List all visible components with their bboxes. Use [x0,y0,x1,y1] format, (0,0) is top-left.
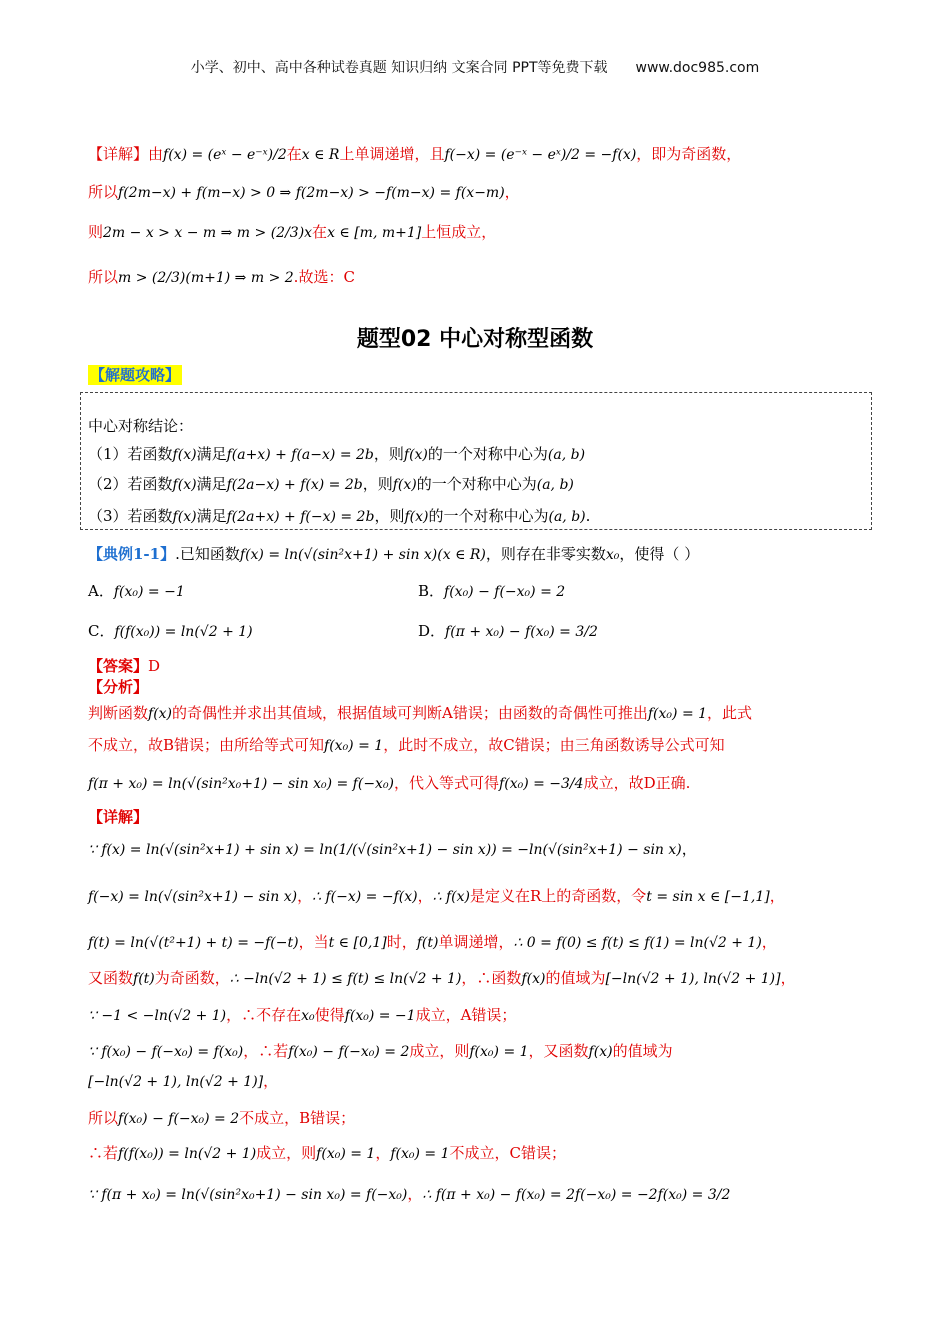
answer-tag: 【答案】 [88,657,149,675]
detail-line-1: ∵ f(x) = ln(√(sin²x+1) + sin x) = ln(1/(√(sin²x+1) − sin x)) = −ln(√(sin²x+1) − sin x)， [88,840,697,858]
strategy-heading: 中心对称结论： [88,417,194,435]
header-text: 小学、初中、高中各种试卷真题 知识归纳 文案合同 PPT等免费下载 [190,60,608,76]
answer-line [88,655,160,677]
answer-value: D [148,657,161,675]
section-title: 题型02 中心对称型函数 [356,327,594,352]
detail-line-3: f(t) = ln(√(t²+1) + t) = −f(−t)，当t ∈ [0,1]时，f(t)单调递增，∴ 0 = f(0) ≤ f(t) ≤ f(1) = ln(√2 + 1)， [88,933,777,951]
prev-detail-line-1: 【详解】由f(x) = (eˣ − e⁻ˣ)/2在x ∈ R上单调递增，且f(−x) = (e⁻ˣ − eˣ)/2 = −f(x)，即为奇函数， [88,145,742,163]
header-url[interactable]: www.doc985.com [635,60,760,76]
detail-line-9: ∴若f(f(x₀)) = ln(√2 + 1)成立，则f(x₀) = 1，f(x₀) = 1不成立，C错误； [88,1144,566,1162]
analysis-tag: 【分析】 [88,678,149,696]
option-b: B．f(x₀) − f(−x₀) = 2 [418,582,566,600]
detail-line-7: [−ln(√2 + 1), ln(√2 + 1)]， [88,1072,279,1090]
prev-detail-line-2: 所以f(2m−x) + f(m−x) > 0 ⇒ f(2m−x) > −f(m−x) = f(x−m)， [88,183,520,201]
strategy-item-2: （2）若函数f(x)满足f(2a−x) + f(x) = 2b，则f(x)的一个对称中心为(a, b) [88,475,574,493]
detail-line-10: ∵ f(π + x₀) = ln(√(sin²x₀+1) − sin x₀) = f(−x₀)，∴ f(π + x₀) − f(x₀) = 2f(−x₀) = −2f(x₀) = 3/2 [88,1185,731,1203]
detail-line-8: 所以f(x₀) − f(−x₀) = 2不成立，B错误； [88,1109,356,1127]
prev-detail-line-4: 所以m > (2/3)(m+1) ⇒ m > 2.故选：C [88,268,355,286]
detail-line-5: ∵ −1 < −ln(√2 + 1)，∴不存在x₀使得f(x₀) = −1成立，A错误； [88,1006,517,1024]
detail-line-6: ∵ f(x₀) − f(−x₀) = f(x₀)，∴若f(x₀) − f(−x₀) = 2成立，则f(x₀) = 1，又函数f(x)的值域为 [88,1042,673,1060]
analysis-line-1: 判断函数f(x)的奇偶性并求出其值域，根据值域可判断A错误；由函数的奇偶性可推出f(x₀) = 1，此式 [88,704,753,722]
detail-line-4: 又函数f(t)为奇函数，∴ −ln(√2 + 1) ≤ f(t) ≤ ln(√2 + 1)，∴函数f(x)的值域为[−ln(√2 + 1), ln(√2 + 1)]， [88,969,796,987]
example-question: 【典例1-1】.已知函数f(x) = ln(√(sin²x+1) + sin x)(x ∈ R)，则存在非零实数x₀，使得（ ） [88,545,700,563]
strategy-item-1: （1）若函数f(x)满足f(a+x) + f(a−x) = 2b，则f(x)的一个对称中心为(a, b) [88,445,586,463]
detail-line-2: f(−x) = ln(√(sin²x+1) − sin x)，∴ f(−x) = −f(x)，∴ f(x)是定义在R上的奇函数，令t = sin x ∈ [−1,1]， [88,887,785,905]
analysis-line-2: 不成立，故B错误；由所给等式可知f(x₀) = 1，此时不成立，故C错误；由三角函数诱导公式可知 [88,736,725,754]
strategy-tag: 【解题攻略】 [90,366,181,384]
strategy-item-3: （3）若函数f(x)满足f(2a+x) + f(−x) = 2b，则f(x)的一个对称中心为(a, b). [88,507,591,525]
option-c: C．f(f(x₀)) = ln(√2 + 1) [88,622,253,640]
detail-tag: 【详解】 [88,145,149,163]
site-header [0,57,950,77]
example-tag: 【典例1-1】 [88,545,176,563]
prev-detail-line-3: 则2m − x > x − m ⇒ m > (2/3)x在x ∈ [m, m+1]上恒成立， [88,223,497,241]
detail-tag-2: 【详解】 [88,808,149,826]
analysis-line-3: f(π + x₀) = ln(√(sin²x₀+1) − sin x₀) = f(−x₀)，代入等式可得f(x₀) = −3/4成立，故D正确. [88,774,691,792]
option-a: A．f(x₀) = −1 [88,582,185,600]
option-d: D．f(π + x₀) − f(x₀) = 3/2 [418,622,598,640]
